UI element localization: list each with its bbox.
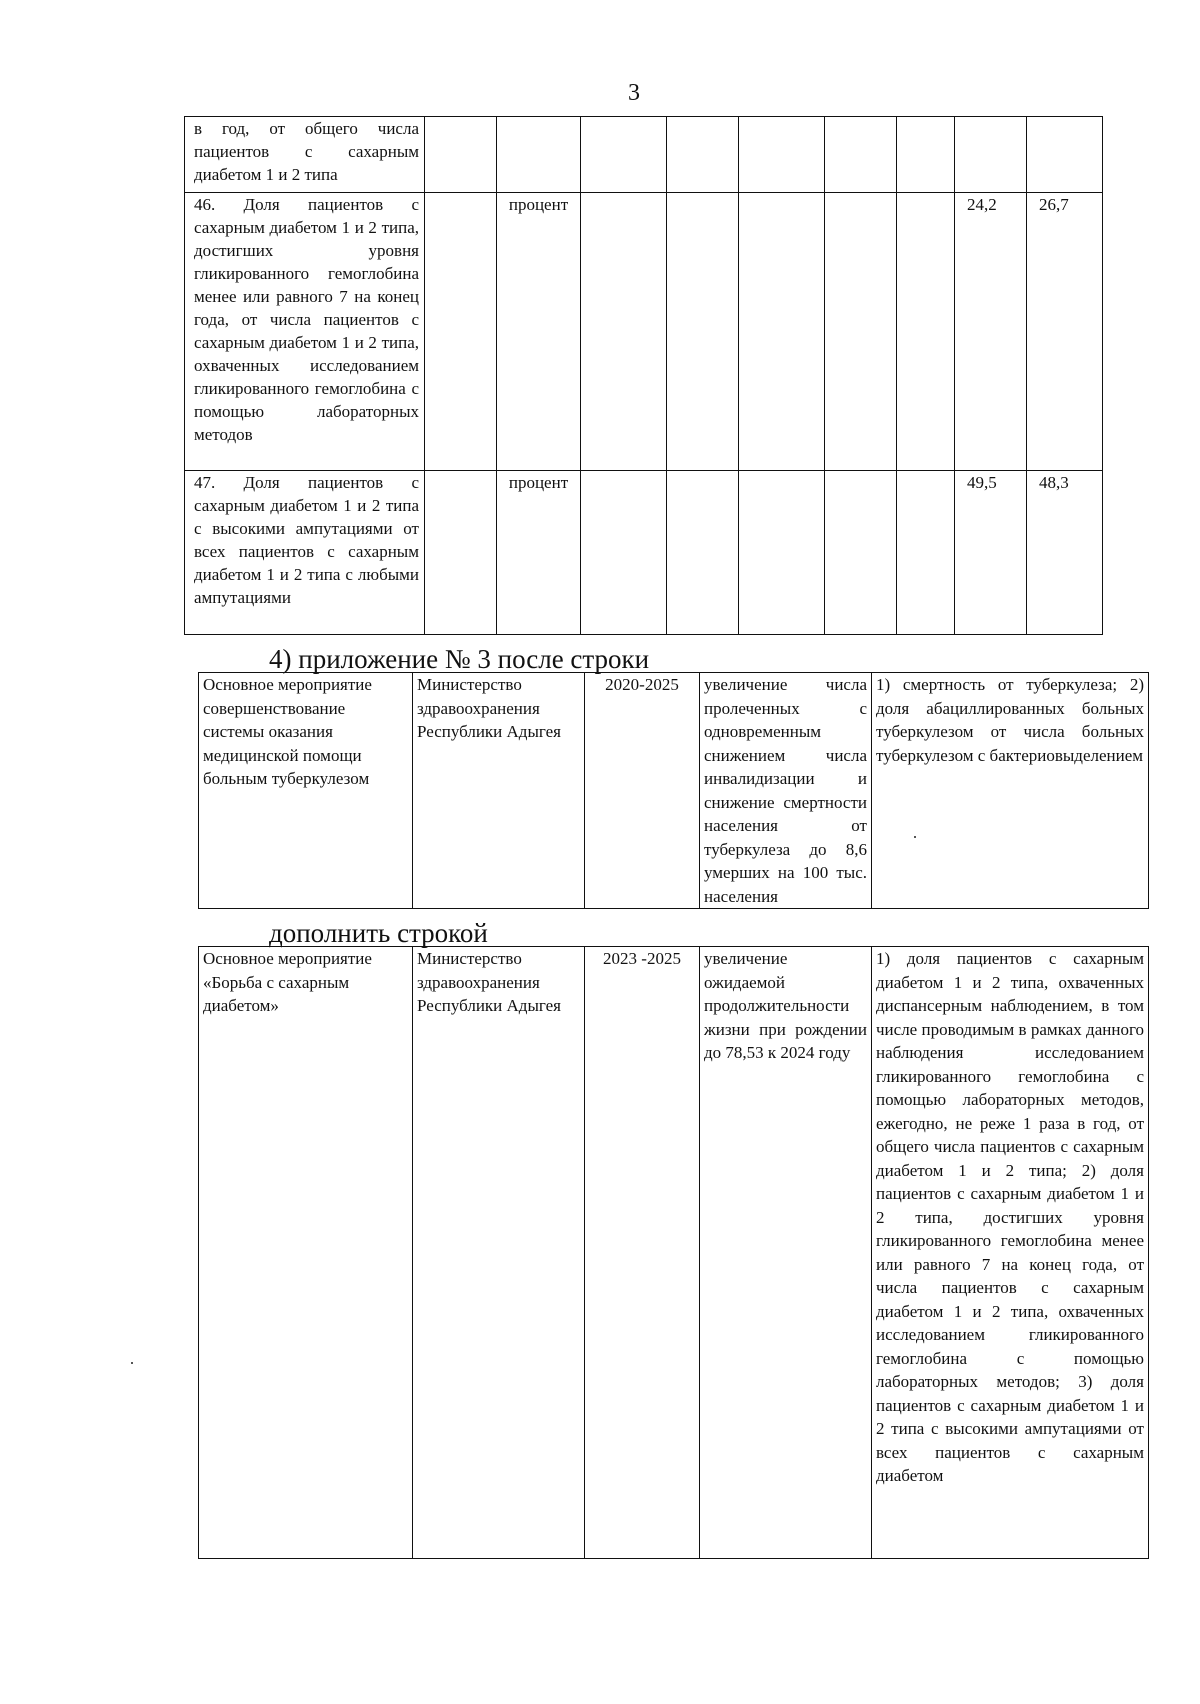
value-cell	[955, 117, 1027, 193]
section-heading-after-row: 4) приложение № 3 после строки	[269, 644, 650, 674]
value-cell	[825, 471, 897, 635]
value-cell	[739, 117, 825, 193]
value-cell	[581, 117, 667, 193]
value-cell	[739, 193, 825, 471]
value-cell	[739, 471, 825, 635]
measure-result: увеличение ожидаемой продолжительности жизни при рождении до 78,53 к 2024 году	[700, 947, 872, 1559]
measure-executor: Министерство здравоохранения Республики Адыгея	[413, 673, 585, 909]
measures-table-existing	[198, 672, 1149, 909]
indicator-unit: процент	[497, 193, 581, 471]
value-cell	[581, 193, 667, 471]
table-row	[185, 471, 1103, 635]
indicator-description: 46. Доля пациентов с сахарным диабетом 1 и 2 типа, достигших уровня гликированного гемоглобина менее или равного 7 на конец года, от числа пациентов с сахарным диабетом 1 и 2 типа, охваченных исследованием гликированного гемоглобина с помощью лабораторных методов	[185, 193, 425, 471]
value-cell	[581, 471, 667, 635]
indicators-table	[184, 116, 1103, 635]
table-row	[199, 673, 1149, 909]
indicator-unit: процент	[497, 471, 581, 635]
value-cell: 48,3	[1027, 471, 1103, 635]
measures-table-new	[198, 946, 1149, 1559]
value-cell: 49,5	[955, 471, 1027, 635]
value-cell	[667, 471, 739, 635]
value-cell	[897, 117, 955, 193]
measure-executor: Министерство здравоохранения Республики Адыгея	[413, 947, 585, 1559]
indicator-description: в год, от общего числа пациентов с сахарным диабетом 1 и 2 типа	[185, 117, 425, 193]
scan-speck	[914, 836, 916, 838]
empty-cell	[425, 471, 497, 635]
measure-period: 2023 -2025	[585, 947, 700, 1559]
page-number: 3	[628, 80, 640, 106]
table-row	[185, 117, 1103, 193]
empty-cell	[425, 193, 497, 471]
value-cell: 26,7	[1027, 193, 1103, 471]
table-row	[199, 947, 1149, 1559]
measure-indicators: 1) смертность от туберкулеза; 2) доля абациллированных больных туберкулезом от числа больных туберкулезом с бактериовыделением	[872, 673, 1149, 909]
indicator-unit	[497, 117, 581, 193]
measure-name: Основное мероприятие совершенствование системы оказания медицинской помощи больным туберкулезом	[199, 673, 413, 909]
measure-name: Основное мероприятие «Борьба с сахарным диабетом»	[199, 947, 413, 1559]
value-cell	[1027, 117, 1103, 193]
measure-result: увеличение числа пролеченных с одновременным снижением числа инвалидизации и снижение смертности населения от туберкулеза до 8,6 умерших на 100 тыс. населения	[700, 673, 872, 909]
table-row	[185, 193, 1103, 471]
value-cell	[667, 193, 739, 471]
scan-speck	[131, 1362, 133, 1364]
measure-period: 2020-2025	[585, 673, 700, 909]
value-cell	[897, 471, 955, 635]
value-cell	[825, 117, 897, 193]
value-cell	[667, 117, 739, 193]
value-cell	[825, 193, 897, 471]
value-cell	[897, 193, 955, 471]
indicator-description: 47. Доля пациентов с сахарным диабетом 1 и 2 типа с высокими ампутациями от всех пациентов с сахарным диабетом 1 и 2 типа с любыми ампутациями	[185, 471, 425, 635]
value-cell: 24,2	[955, 193, 1027, 471]
section-heading-add-row: дополнить строкой	[269, 918, 488, 948]
empty-cell	[425, 117, 497, 193]
measure-indicators: 1) доля пациентов с сахарным диабетом 1 и 2 типа, охваченных диспансерным наблюдением, в том числе проводимым в рамках данного наблюдения исследованием гликированного гемоглобина с помощью лабораторных методов, ежегодно, не реже 1 раза в год, от общего числа пациентов с сахарным диабетом 1 и 2 типа; 2) доля пациентов с сахарным диабетом 1 и 2 типа, достигших уровня гликированного гемоглобина менее или равного 7 на конец года, от числа пациентов с сахарным диабетом 1 и 2 типа, охваченных исследованием гликированного гемоглобина с помощью лабораторных методов; 3) доля пациентов с сахарным диабетом 1 и 2 типа с высокими ампутациями от всех пациентов с сахарным диабетом	[872, 947, 1149, 1559]
